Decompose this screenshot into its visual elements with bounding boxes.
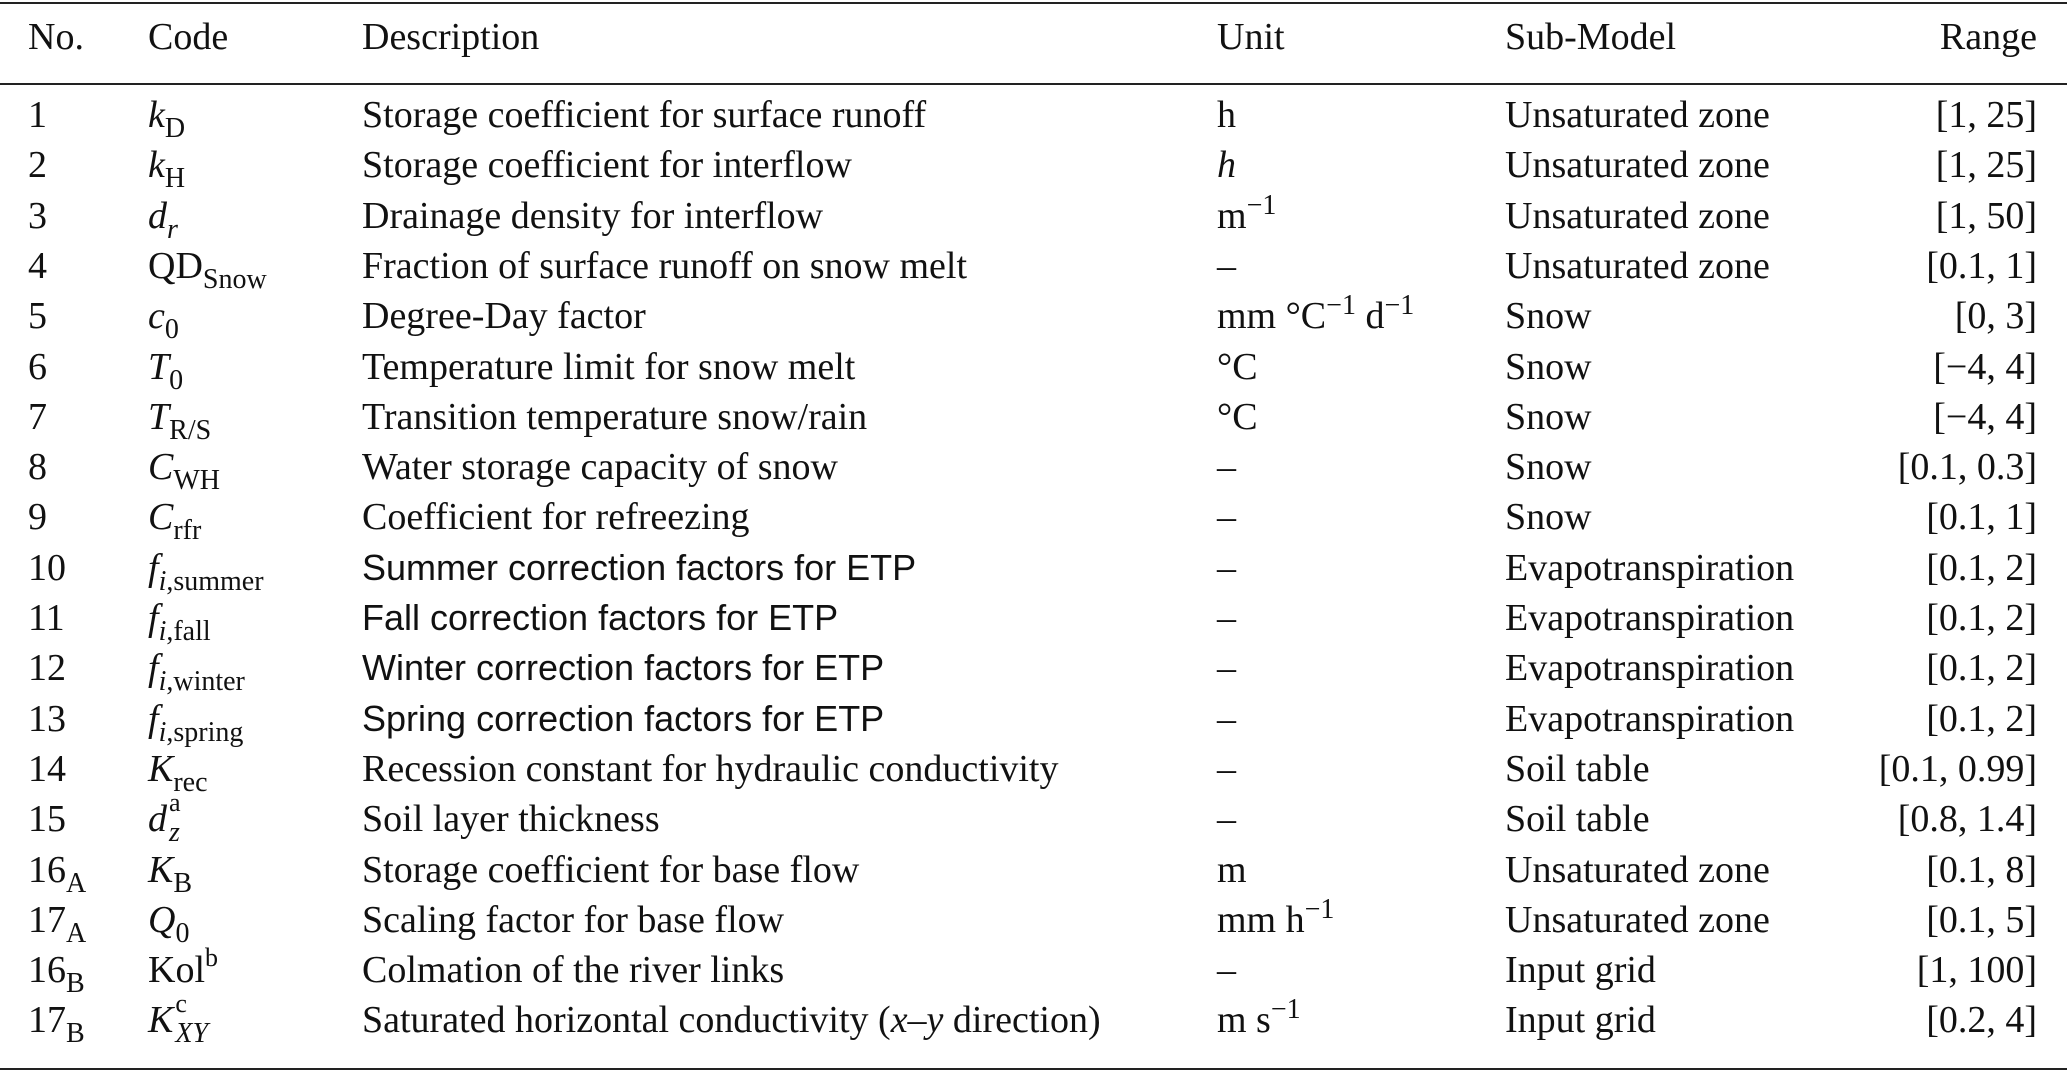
code-subscript: 0 xyxy=(169,364,184,396)
unit-superscript: −1 xyxy=(1326,290,1356,322)
parameter-code xyxy=(148,845,192,899)
parameter-unit: – xyxy=(1217,546,1236,589)
code-symbol: Q xyxy=(148,898,176,941)
parameter-description: Coefficient for refreezing xyxy=(362,496,750,539)
code-symbol: K xyxy=(148,999,174,1042)
code-symbol: QD xyxy=(148,244,203,287)
code-subscript-tail: ,winter xyxy=(166,666,245,698)
table-row xyxy=(0,744,2067,798)
parameter-description: Temperature limit for snow melt xyxy=(362,345,856,388)
table-row xyxy=(0,643,2067,698)
parameter-range: [−4, 4] xyxy=(1933,395,2037,438)
table-row xyxy=(0,893,2067,949)
parameter-range: [0.1, 8] xyxy=(1926,848,2037,891)
code-symbol: Kol xyxy=(148,949,205,992)
code-subscript: H xyxy=(164,163,186,195)
code-subscript: WH xyxy=(173,465,221,497)
sub-model: Snow xyxy=(1505,395,1592,438)
parameter-code xyxy=(148,643,245,697)
parameter-code xyxy=(148,543,264,597)
code-symbol: K xyxy=(148,747,174,790)
sub-model: Unsaturated zone xyxy=(1505,898,1770,941)
parameter-code xyxy=(148,895,189,949)
row-number: 3 xyxy=(28,194,47,237)
code-subscript: i xyxy=(158,716,167,748)
unit-superscript: −1 xyxy=(1384,290,1415,322)
top-rule xyxy=(0,2,2067,4)
bottom-rule xyxy=(0,1068,2067,1070)
sub-model: Unsaturated zone xyxy=(1505,94,1770,136)
header-code: Code xyxy=(148,16,229,58)
code-subscript: r xyxy=(167,213,178,245)
parameter-range: [0.1, 1] xyxy=(1926,496,2037,539)
parameter-unit: – xyxy=(1217,496,1236,539)
code-subscript: 0 xyxy=(175,917,190,949)
parameter-description: Degree-Day factor xyxy=(362,295,646,338)
table-header xyxy=(0,12,2067,62)
code-subscript: rfr xyxy=(173,515,202,547)
code-subscript-tail: ,spring xyxy=(166,716,244,748)
parameter-unit: °C xyxy=(1217,395,1258,438)
parameter-code xyxy=(148,392,211,446)
parameter-description: Colmation of the river links xyxy=(362,949,785,992)
parameter-unit: °C xyxy=(1217,345,1258,388)
parameter-unit: – xyxy=(1217,747,1236,790)
row-number-subscript: B xyxy=(66,1018,85,1050)
code-subscript: XY xyxy=(175,1018,209,1050)
code-symbol: f xyxy=(148,647,159,690)
parameter-description: Winter correction factors for ETP xyxy=(362,647,885,689)
table-row xyxy=(0,241,2067,295)
code-symbol: K xyxy=(148,848,174,891)
table-row xyxy=(0,189,2067,245)
code-subscript: rec xyxy=(173,766,208,798)
table-row xyxy=(0,290,2067,346)
row-number: 13 xyxy=(28,697,66,740)
row-number-subscript: B xyxy=(66,968,85,1000)
parameter-unit: mm $h^{-1}$ xyxy=(1217,893,1335,941)
parameter-unit: $m^{-1}$ xyxy=(1217,189,1277,237)
table-row xyxy=(0,943,2067,1000)
row-number: $17_B$ xyxy=(28,999,85,1050)
code-subscript: 0 xyxy=(164,314,179,346)
code-symbol: C xyxy=(148,446,174,489)
parameter-range: [0.2, 4] xyxy=(1926,999,2037,1042)
parameter-description: Transition temperature snow/rain xyxy=(362,395,868,438)
code-subscript: B xyxy=(173,867,193,899)
sub-model: Snow xyxy=(1505,446,1592,489)
sub-model: Evapotranspiration xyxy=(1505,597,1795,639)
parameter-description: Storage coefficient for interflow xyxy=(362,144,852,187)
parameter-range: [0.1, 0.99] xyxy=(1878,747,2037,790)
sub-model: Unsaturated zone xyxy=(1505,194,1770,237)
row-number-subscript: A xyxy=(66,867,87,899)
table-row xyxy=(0,694,2067,748)
code-indices xyxy=(167,788,191,849)
parameter-unit: – xyxy=(1217,244,1236,287)
row-number: 15 xyxy=(28,798,66,841)
parameter-description: Fall correction factors for ETP xyxy=(362,597,839,638)
code-symbol: k xyxy=(148,144,165,187)
parameter-code xyxy=(148,788,191,849)
sub-model: Snow xyxy=(1505,345,1592,388)
parameter-description: Recession constant for hydraulic conductivity xyxy=(362,747,1059,790)
sub-model: Snow xyxy=(1505,496,1592,539)
unit-superscript: −1 xyxy=(1270,994,1301,1026)
header-rule xyxy=(0,83,2067,85)
parameter-unit: m $s^{-1}$ xyxy=(1217,994,1301,1042)
code-subscript: z xyxy=(169,817,180,849)
row-number: 12 xyxy=(28,647,66,690)
table-row xyxy=(0,392,2067,446)
code-symbol: C xyxy=(148,496,174,539)
parameter-code xyxy=(148,342,183,396)
code-symbol: T xyxy=(148,345,170,388)
parameter-unit: – xyxy=(1217,697,1236,740)
sub-model: Evapotranspiration xyxy=(1505,647,1795,690)
table-row xyxy=(0,543,2067,597)
parameter-code xyxy=(148,492,201,546)
row-number: 9 xyxy=(28,496,47,539)
row-number: 6 xyxy=(28,345,47,388)
header-sub-model: Sub-Model xyxy=(1505,16,1676,58)
code-superscript: a xyxy=(169,788,181,818)
parameter-code xyxy=(148,989,209,1050)
parameter-code xyxy=(148,90,185,144)
code-subscript-tail: ,summer xyxy=(166,565,264,597)
parameter-range: [0.1, 5] xyxy=(1926,898,2037,941)
code-subscript: R/S xyxy=(169,414,212,446)
row-number: $16_B$ xyxy=(28,949,85,1000)
header-range: Range xyxy=(1939,16,2037,58)
parameter-unit: – xyxy=(1217,647,1236,690)
sub-model: Snow xyxy=(1505,295,1592,338)
table-row xyxy=(0,342,2067,396)
header-unit: Unit xyxy=(1217,16,1285,58)
parameter-code xyxy=(148,694,243,748)
code-subscript: i xyxy=(158,616,167,647)
parameter-unit: – xyxy=(1217,949,1236,992)
parameter-description: Water storage capacity of snow xyxy=(362,446,838,489)
row-number-subscript: A xyxy=(66,917,87,949)
sub-model: Unsaturated zone xyxy=(1505,244,1770,287)
row-number: $17_A$ xyxy=(28,898,87,949)
row-number: 14 xyxy=(28,747,66,790)
sub-model: Unsaturated zone xyxy=(1505,848,1770,891)
unit-superscript: −1 xyxy=(1304,893,1335,925)
code-indices xyxy=(173,989,209,1050)
parameter-unit: h xyxy=(1217,94,1236,136)
parameter-range: [0.1, 0.3] xyxy=(1897,446,2037,489)
code-subscript: i xyxy=(158,666,167,698)
parameter-description: Storage coefficient for base flow xyxy=(362,848,860,891)
code-symbol: c xyxy=(148,295,165,338)
parameter-description: Fraction of surface runoff on snow melt xyxy=(362,244,968,287)
code-symbol: d xyxy=(148,194,167,237)
parameter-range: [1, 25] xyxy=(1935,94,2037,136)
parameter-range: [0.1, 1] xyxy=(1926,244,2037,287)
parameter-range: [0.8, 1.4] xyxy=(1897,798,2037,841)
unit-superscript: −1 xyxy=(1246,189,1277,221)
row-number: 10 xyxy=(28,546,66,589)
code-subscript: Snow xyxy=(202,263,267,295)
parameter-range: [−4, 4] xyxy=(1933,345,2037,388)
table-row xyxy=(0,845,2067,899)
parameter-range: [1, 100] xyxy=(1916,949,2037,992)
row-number: 2 xyxy=(28,144,47,187)
row-number: 4 xyxy=(28,244,47,287)
code-symbol: d xyxy=(148,798,167,841)
parameter-description: Summer correction factors for ETP xyxy=(362,546,917,588)
parameter-code xyxy=(148,291,179,345)
parameter-unit: – xyxy=(1217,597,1236,639)
row-number: 7 xyxy=(28,395,47,438)
parameter-range: [0.1, 2] xyxy=(1926,647,2037,690)
code-symbol: f xyxy=(148,697,159,740)
row-number: 5 xyxy=(28,295,47,338)
parameter-range: [1, 50] xyxy=(1935,194,2037,237)
code-subscript-tail: ,fall xyxy=(166,616,211,647)
sub-model: Input grid xyxy=(1505,949,1656,992)
table-row xyxy=(0,788,2067,849)
parameter-description: Saturated horizontal conductivity (x–y direction) xyxy=(362,999,1101,1042)
sub-model: Unsaturated zone xyxy=(1505,144,1770,187)
table-row xyxy=(0,492,2067,547)
parameter-unit: – xyxy=(1217,446,1236,489)
row-number: 1 xyxy=(28,94,47,136)
parameter-code xyxy=(148,191,178,245)
code-symbol: f xyxy=(148,597,159,639)
parameter-unit: – xyxy=(1217,798,1236,841)
code-symbol: k xyxy=(148,94,165,136)
parameter-unit: m xyxy=(1217,848,1247,891)
parameter-code xyxy=(148,140,185,194)
sub-model: Evapotranspiration xyxy=(1505,546,1795,589)
code-symbol: f xyxy=(148,546,159,589)
parameter-description: Drainage density for interflow xyxy=(362,194,824,237)
parameter-description: Scaling factor for base flow xyxy=(362,898,785,941)
header-no: No. xyxy=(28,16,84,58)
sub-model: Soil table xyxy=(1505,747,1650,790)
parameter-range: [0, 3] xyxy=(1954,295,2037,338)
parameter-description: Spring correction factors for ETP xyxy=(362,697,885,739)
parameter-code xyxy=(148,593,211,647)
parameter-description: Storage coefficient for surface runoff xyxy=(362,94,927,136)
table-row xyxy=(0,593,2067,647)
parameter-range: [0.1, 2] xyxy=(1926,546,2037,589)
parameter-range: [0.1, 2] xyxy=(1926,697,2037,740)
parameter-range: [0.1, 2] xyxy=(1926,597,2037,639)
parameter-code xyxy=(148,241,267,295)
parameter-range: [1, 25] xyxy=(1935,144,2037,187)
code-subscript: i xyxy=(158,565,167,597)
parameter-description: Soil layer thickness xyxy=(362,798,660,841)
header-description: Description xyxy=(362,16,540,58)
row-number: 11 xyxy=(28,597,65,639)
code-superscript: b xyxy=(205,943,218,973)
table-row xyxy=(0,989,2067,1050)
code-superscript: c xyxy=(175,989,187,1019)
parameter-code xyxy=(148,442,220,496)
code-symbol: T xyxy=(148,395,170,438)
parameter-unit: mm $^\circ C^{-1}$ $d^{-1}$ xyxy=(1217,290,1415,338)
parameter-unit: h xyxy=(1217,144,1236,187)
sub-model: Evapotranspiration xyxy=(1505,697,1795,740)
sub-model: Soil table xyxy=(1505,798,1650,841)
row-number: 8 xyxy=(28,446,47,489)
table-row xyxy=(0,140,2067,195)
row-number: $16_A$ xyxy=(28,848,87,899)
description-italic: x–y xyxy=(890,999,944,1042)
table-row xyxy=(0,442,2067,497)
sub-model: Input grid xyxy=(1505,999,1656,1042)
table-row xyxy=(0,90,2067,144)
code-subscript: D xyxy=(164,113,186,144)
